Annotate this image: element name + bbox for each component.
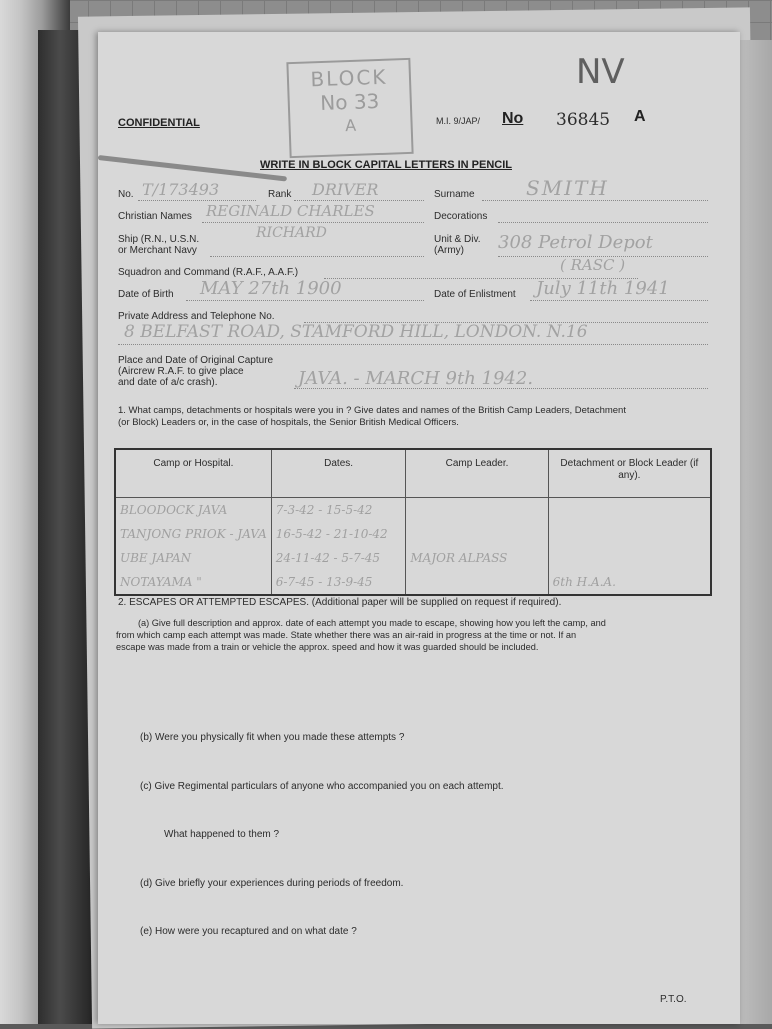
rank-label: Rank (268, 189, 292, 200)
question-2-heading: 2. ESCAPES OR ATTEMPTED ESCAPES. (Additional paper will be supplied on request if required). (118, 597, 562, 608)
camps-table (114, 448, 712, 596)
capture-value: JAVA. - MARCH 9th 1942. (298, 368, 534, 389)
capture-label-2: (Aircrew R.A.F. to give place (118, 366, 244, 377)
unit-label-2: (Army) (434, 245, 464, 256)
dob-label: Date of Birth (118, 289, 174, 300)
question-2b: (b) Were you physically fit when you made these attempts ? (140, 732, 405, 743)
detachment-leader-column-header: Detachment or Block Leader (if any). (548, 449, 711, 498)
question-2a-line-3: escape was made from a train or vehicle the approx. speed and how it was guarded should be included. (116, 642, 539, 652)
question-2c: (c) Give Regimental particulars of anyone who accompanied you on each attempt. (140, 781, 504, 792)
table-row (115, 522, 711, 546)
form-number: 36845 (556, 110, 611, 130)
question-1-line-2: (or Block) Leaders or, in the case of hospitals, the Senior British Medical Officers. (118, 417, 459, 428)
question-1-line-1: 1. What camps, detachments or hospitals were you in ? Give dates and names of the British Camp Leaders, Detachment (118, 405, 626, 416)
rank-line (294, 200, 424, 201)
no-line (138, 200, 256, 201)
unit-label-1: Unit & Div. (434, 234, 481, 245)
address-value: 8 BELFAST ROAD, STAMFORD HILL, LONDON. N.16 (124, 322, 588, 342)
ship-label-2: or Merchant Navy (118, 245, 197, 256)
dob-line (186, 300, 424, 301)
camp-leader-cell (406, 498, 548, 523)
camp-leader-cell (406, 570, 548, 595)
question-2c-followup: What happened to them ? (164, 829, 280, 840)
question-2a-line-1: (a) Give full description and approx. date of each attempt you made to escape, showing how you left the camp, and (138, 618, 606, 628)
camp-leader-cell: MAJOR ALPASS (406, 546, 548, 570)
camp-cell: UBE JAPAN (115, 546, 271, 570)
enlistment-line (530, 300, 708, 301)
dates-cell: 24-11-42 - 5-7-45 (271, 546, 406, 570)
surname-line (482, 200, 708, 201)
decorations-label: Decorations (434, 211, 488, 222)
christian-names-value: REGINALD CHARLES (206, 202, 375, 220)
christian-names-value-2: RICHARD (256, 225, 327, 241)
camp-cell: TANJONG PRIOK - JAVA (115, 522, 271, 546)
enlistment-value: July 11th 1941 (536, 278, 670, 299)
table-row (115, 498, 711, 523)
ship-line (210, 256, 424, 257)
block-stamp: BLOCK No 33 A (286, 58, 413, 158)
ship-label-1: Ship (R.N., U.S.N. (118, 234, 200, 245)
camp-cell: BLOODOCK JAVA (115, 498, 271, 523)
table-row (115, 546, 711, 570)
detachment-leader-cell (548, 546, 711, 570)
unit-value-2: ( RASC ) (560, 256, 626, 274)
confidential-label: CONFIDENTIAL (118, 117, 200, 129)
stacked-pages-edge (740, 40, 772, 1024)
camp-leader-column-header: Camp Leader. (406, 449, 548, 498)
question-2d: (d) Give briefly your experiences during periods of freedom. (140, 878, 404, 889)
question-2e: (e) How were you recaptured and on what date ? (140, 926, 357, 937)
christian-names-line (202, 222, 424, 223)
camp-cell: NOTAYAMA " (115, 570, 271, 595)
camp-column-header: Camp or Hospital. (115, 449, 271, 498)
enlistment-label: Date of Enlistment (434, 289, 516, 300)
detachment-leader-cell (548, 498, 711, 523)
christian-names-label: Christian Names (118, 211, 192, 222)
detachment-leader-cell (548, 522, 711, 546)
treasury-tag-string (98, 155, 287, 181)
surname-value: SMITH (526, 176, 609, 200)
number-label: No (502, 110, 524, 127)
address-label: Private Address and Telephone No. (118, 311, 275, 322)
camp-leader-cell (406, 522, 548, 546)
please-turn-over: P.T.O. (660, 994, 687, 1005)
surname-label: Surname (434, 189, 475, 200)
dates-cell: 7-3-42 - 15-5-42 (271, 498, 406, 523)
decorations-line (498, 222, 708, 223)
question-2a-line-2: from which camp each attempt was made. State whether there was an air-raid in progress at the time or not. If an (116, 630, 577, 640)
form-suffix: A (634, 108, 646, 125)
capture-label-3: and date of a/c crash). (118, 377, 218, 388)
dob-value: MAY 27th 1900 (200, 278, 342, 299)
dates-cell: 16-5-42 - 21-10-42 (271, 522, 406, 546)
dates-cell: 6-7-45 - 13-9-45 (271, 570, 406, 595)
address-line-2 (118, 344, 708, 345)
unit-value: 308 Petrol Depot (498, 232, 653, 253)
form-page (98, 32, 740, 1024)
form-reference: M.I. 9/JAP/ (436, 116, 481, 126)
handwritten-initials: NV (576, 52, 625, 92)
squadron-label: Squadron and Command (R.A.F., A.A.F.) (118, 267, 299, 278)
detachment-leader-cell: 6th H.A.A. (548, 570, 711, 595)
block-capitals-instruction: WRITE IN BLOCK CAPITAL LETTERS IN PENCIL (260, 159, 512, 171)
dates-column-header: Dates. (271, 449, 406, 498)
capture-label-1: Place and Date of Original Capture (118, 355, 274, 366)
rank-value: DRIVER (312, 180, 379, 199)
no-label: No. (118, 189, 134, 200)
table-row (115, 570, 711, 595)
service-number-value: T/173493 (142, 180, 220, 199)
